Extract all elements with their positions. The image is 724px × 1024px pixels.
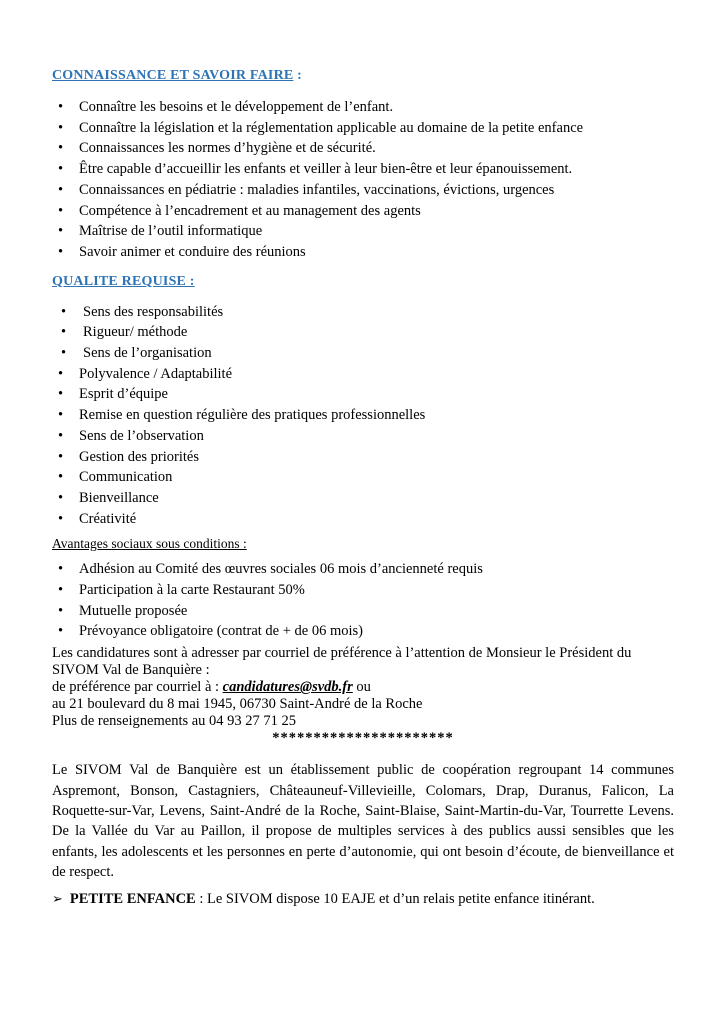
list-item: • Communication: [52, 467, 674, 488]
list-item: • Connaître la législation et la réglementation applicable au domaine de la petite enfance: [52, 118, 674, 139]
petite-enfance-text: : Le SIVOM dispose 10 EAJE et d’un relais petite enfance itinérant.: [195, 890, 595, 907]
qualite-list: [52, 302, 674, 530]
petite-enfance-label: PETITE ENFANCE: [69, 890, 196, 907]
list-item: • Polyvalence / Adaptabilité: [52, 364, 674, 385]
list-item: • Connaître les besoins et le développement de l’enfant.: [52, 97, 674, 118]
heading-underlined-text: CONNAISSANCE ET SAVOIR FAIRE: [52, 68, 294, 83]
heading-underlined-text: Avantages sociaux sous conditions :: [52, 536, 247, 552]
section-heading-avantages: [52, 537, 674, 551]
avantages-list: [52, 559, 674, 642]
list-item: • Mutuelle proposée: [52, 601, 674, 622]
document-content: [52, 68, 674, 909]
about-paragraph: Le SIVOM Val de Banquière est un établissement public de coopération regroupant 14 communes Aspremont, Bonson, Castagniers, Châteauneuf-Villevieille, Colomars, Drap, Duranus, Falicon, La Roquette-sur-Var, Levens, Saint-André de la Roche, Saint-Blaise, Saint-Martin-du-Var, Tourrette Levens. De la Vallée du Var au Paillon, il propose de multiples services à des publics aussi sensibles que les enfants, les adolescents et les personnes en perte d’autonomie, qui ont besoin d’écoute, de bienveillance et de respect.: [52, 762, 674, 881]
list-item: • Être capable d’accueillir les enfants et veiller à leur bien-être et leur épanouissement.: [52, 159, 674, 180]
list-item: • Remise en question régulière des pratiques professionnelles: [52, 405, 674, 426]
contact-line: [52, 679, 674, 696]
email-link[interactable]: candidatures@svdb.fr: [222, 679, 353, 696]
list-item: • Créativité: [52, 509, 674, 530]
contact-line: Les candidatures sont à adresser par courriel de préférence à l’attention de Monsieur le Président du: [52, 645, 632, 662]
list-item: • Compétence à l’encadrement et au management des agents: [52, 201, 674, 222]
section-heading-qualite: [52, 274, 674, 289]
list-item: • Savoir animer et conduire des réunions: [52, 242, 674, 263]
list-item: • Connaissances en pédiatrie : maladies infantiles, vaccinations, évictions, urgences: [52, 180, 674, 201]
list-item: • Adhésion au Comité des œuvres sociales 06 mois d’ancienneté requis: [52, 559, 674, 580]
list-item: • Gestion des priorités: [52, 447, 674, 468]
asterisk-separator: **********************: [272, 730, 454, 747]
contact-line-prefix: de préférence par courriel à :: [52, 679, 223, 696]
section-heading-connaissance: [52, 68, 674, 83]
list-item: • Sens de l’organisation: [52, 343, 674, 364]
contact-line: SIVOM Val de Banquière :: [52, 662, 210, 679]
list-item: • Sens des responsabilités: [52, 302, 674, 323]
list-item: • Sens de l’observation: [52, 426, 674, 447]
list-item: • Participation à la carte Restaurant 50%: [52, 580, 674, 601]
contact-line-suffix: ou: [352, 679, 371, 696]
list-item: • Maîtrise de l’outil informatique: [52, 221, 674, 242]
connaissance-list: [52, 97, 674, 263]
heading-colon: :: [293, 68, 302, 83]
contact-line: Plus de renseignements au 04 93 27 71 25: [52, 713, 297, 730]
petite-enfance-line: [52, 889, 674, 909]
list-item: • Bienveillance: [52, 488, 674, 509]
contact-line: au 21 boulevard du 8 mai 1945, 06730 Saint-André de la Roche: [52, 696, 423, 713]
application-instructions: [52, 645, 674, 730]
arrow-bullet-icon: ➢: [52, 890, 63, 906]
heading-underlined-text: QUALITE REQUISE :: [52, 273, 195, 289]
list-item: • Rigueur/ méthode: [52, 322, 674, 343]
list-item: • Connaissances les normes d’hygiène et de sécurité.: [52, 138, 674, 159]
list-item: • Esprit d’équipe: [52, 384, 674, 405]
list-item: • Prévoyance obligatoire (contrat de + de 06 mois): [52, 621, 674, 642]
